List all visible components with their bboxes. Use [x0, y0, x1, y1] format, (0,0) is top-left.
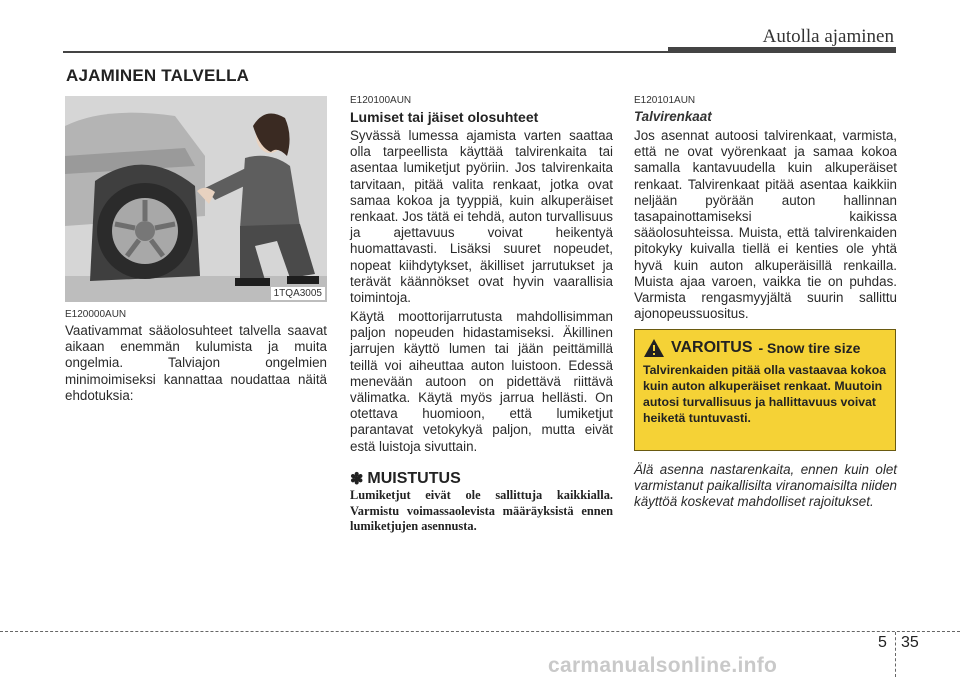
footer-rule — [0, 631, 960, 632]
chapter-number: 5 — [878, 634, 887, 651]
note-heading — [350, 469, 461, 489]
paragraph-snow-ice: Syvässä lumessa ajamista varten saattaa olla tarpeellista käyttää talvirenkaita tai asentaa lumiketjut pyöriin. Jos talvirenkaita tarvitaan, pitää valita renkaat, jotka ovat samaa kokoa ja tyyppiä, kuin alkuperäiset renkaat. Jos tätä ei tehdä, auton turvallisuus ja ajettavuus voivat heikentyä huomattavasti. Lisäksi suuret nopeudet, nopeat kiihdytykset, äkilliset jarrutukset ja terävät käännökset ovat hyvin vaarallisia toimintoja. — [350, 128, 613, 306]
page-number: 35 — [901, 634, 919, 651]
studded-tire-notice: Älä asenna nastarenkaita, ennen kuin olet varmistanut paikallisilta viranomaisilta niiden käyttöä koskevat mahdolliset rajoitukset. — [634, 462, 897, 510]
section-title: AJAMINEN TALVELLA — [66, 66, 250, 85]
footer-divider — [895, 632, 896, 677]
woman-checking-tire-illustration — [65, 96, 327, 302]
subsection-heading: Lumiset tai jäiset olosuhteet — [350, 109, 539, 125]
warning-text: Talvirenkaiden pitää olla vastaavaa kokoa kuin auton alkuperäiset renkaat. Muutoin autosi turvallisuus ja hallittavuus voivat heiketä tuntuvasti. — [643, 363, 887, 425]
warning-label: VAROITUS — [671, 339, 753, 356]
note-text: Lumiketjut eivät ole sallittuja kaikkialla. Varmistu voimassaolevista määräyksistä ennen lumiketjujen asennusta. — [350, 488, 613, 533]
image-code: 1TQA3005 — [271, 287, 325, 300]
warning-subtitle: - Snow tire size — [758, 340, 861, 356]
asterisk-icon: ✽ — [350, 471, 364, 488]
note-title: MUISTUTUS — [367, 470, 461, 487]
intro-paragraph: Vaativammat sääolosuhteet talvella saavat aikaan enemmän kulumista ja muita ongelmia. Talviajon ongelmien minimoimiseksi kannattaa noudattaa näitä ehdotuksia: — [65, 323, 327, 403]
section-code: E120000AUN — [65, 309, 127, 320]
warning-box — [634, 329, 896, 451]
warning-header — [643, 338, 887, 358]
paragraph-winter-tires: Jos asennat autoosi talvirenkaat, varmista, että ne ovat vyörenkaat ja samaa kokoa samalla kantavuudella kuin alkuperäiset renkaat. Talvirenkaat pitää asentaa kaikkiin neljään pyörään auton hallinnan tasapainottamiseksi kaikissa sääolosuhteissa. Muista, että talvirenkaiden pitokyky kuivalla tiellä ei kenties ole yhtä hyvä kuin auton alkuperäisillä renkailla. Muista ajaa varoen, vaikka tie on puhdas. Varmista rengasmyyjältä suurin sallittu ajonopeussuositus. — [634, 128, 897, 322]
section-code: E120100AUN — [350, 95, 412, 106]
subsection-heading: Talvirenkaat — [634, 109, 712, 124]
running-header-title: Autolla ajaminen — [762, 26, 894, 47]
header-rule — [63, 51, 673, 53]
watermark: carmanualsonline.info — [548, 654, 778, 677]
paragraph-engine-braking: Käytä moottorijarrutusta mahdollisimman paljon nopeuden hidastamiseksi. Äkillinen jarrujen käyttö lumen tai jään peittämillä teillä voi aiheuttaa auton luistoon. Edessä menevään autoon on pidettävä riittävä välimatka. Käytä myös jarrua hellästi. On otettava huomioon, että lumiketjut parantavat vetokykyä paljon, mutta eivät estä luistoja sivuttain. — [350, 309, 613, 454]
header-rule-accent — [668, 47, 896, 53]
warning-triangle-icon — [643, 338, 665, 358]
section-code: E120101AUN — [634, 95, 696, 106]
illustration-tire-inspection — [65, 96, 327, 302]
